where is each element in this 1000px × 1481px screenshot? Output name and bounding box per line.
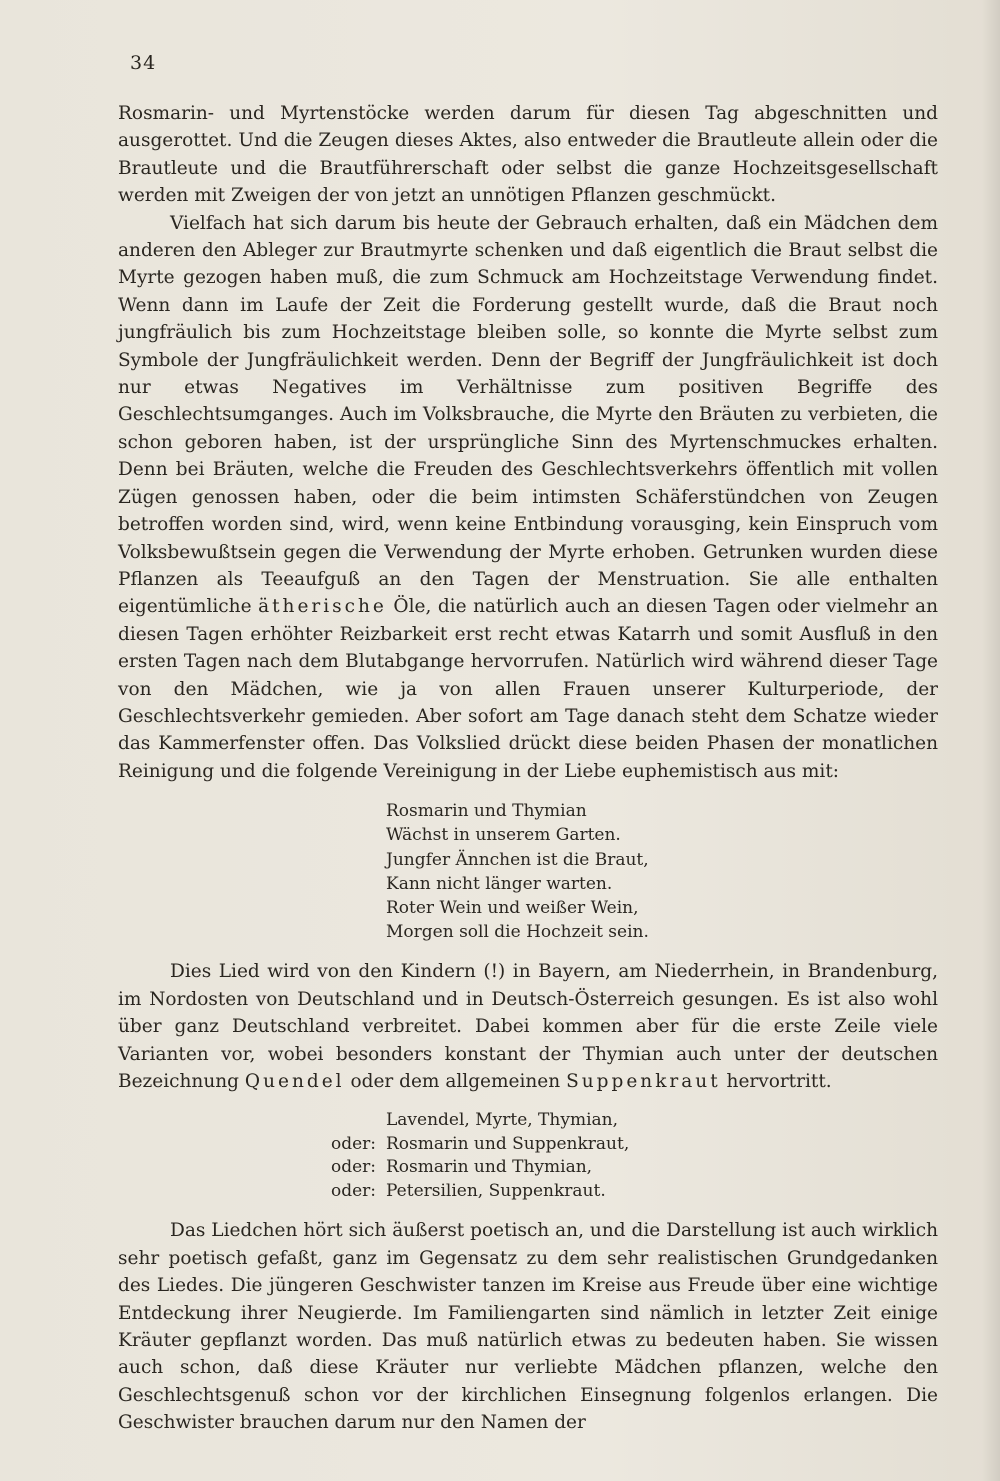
variants-block — [318, 1109, 938, 1203]
paragraph-1: Rosmarin- und Myrtenstöcke werden darum für diesen Tag abgeschnitten und ausgerottet. Und die Zeugen dieses Aktes, also entweder die Brautleute allein oder die Brautleute und die Brautführerschaft oder selbst die ganze Hochzeitsgesellschaft werden mit Zweigen der von jetzt an unnötigen Pflanzen geschmückt. — [118, 103, 938, 207]
verse-block — [386, 799, 938, 944]
paragraph-3-part-1: Dies Lied wird von den Kindern (!) in Bayern, am Niederrhein, in Brandenburg, im Nordosten von Deutschland und in Deutsch-Österreich gesungen. Es ist also wohl über ganz Deutschland verbreitet. Dabei kommen aber für die erste Zeile viele Varianten vor, wobei besonders konstant der Thymian auch unter der deutschen Bezeichnung — [118, 961, 938, 1092]
page-number: 34 — [130, 52, 157, 74]
paragraph-3-part-3: hervortritt. — [726, 1071, 832, 1092]
page-edge-shadow — [982, 0, 1000, 1481]
variant-text: Rosmarin und Thymian, — [386, 1157, 593, 1178]
variant-row — [318, 1133, 938, 1157]
verse-line: Roter Wein und weißer Wein, — [386, 897, 639, 918]
paragraph-3 — [118, 958, 938, 1095]
variant-row — [318, 1156, 938, 1180]
verse-line: Wächst in unserem Garten. — [386, 825, 621, 846]
variant-lead: oder: — [330, 1180, 376, 1201]
verse-line: Rosmarin und Thymian — [386, 801, 587, 822]
spaced-term-quendel: Quendel — [244, 1071, 345, 1092]
spaced-term-aetherische: ätherische — [258, 596, 387, 618]
body-text — [118, 100, 938, 1437]
paragraph-2 — [118, 210, 938, 786]
verse-line: Kann nicht länger warten. — [386, 873, 613, 894]
variant-row — [318, 1109, 938, 1133]
variant-text: Rosmarin und Suppenkraut, — [386, 1133, 630, 1154]
verse-line: Jungfer Ännchen ist die Braut, — [386, 849, 649, 870]
variant-text: Petersilien, Suppenkraut. — [386, 1180, 606, 1201]
variant-row — [318, 1180, 938, 1204]
paragraph-4: Das Liedchen hört sich äußerst poetisch an, und die Darstellung ist auch wirklich sehr poetisch gefaßt, ganz im Gegensatz zu dem sehr realistischen Grundgedanken des Liedes. Die jüngeren Geschwister tanzen im Kreise aus Freude über eine wichtige Entdeckung ihrer Neugierde. Im Familiengarten sind nämlich in letzter Zeit einige Kräuter gepflanzt worden. Das muß natürlich etwas zu bedeuten haben. Sie wissen auch schon, daß diese Kräuter nur verliebte Mädchen pflanzen, welche den Geschlechtsgenuß schon vor der kirchlichen Einsegnung folgenlos erlangen. Die Geschwister brauchen darum nur den Namen der — [118, 1220, 938, 1434]
paragraph-2-part-2: Öle, die natürlich auch an diesen Tagen oder vielmehr an diesen Tagen erhöhter Reizbarkeit erst recht etwas Katarrh und somit Ausfluß in den ersten Tagen nach dem Blutabgange hervorrufen. Natürlich wird während dieser Tage von den Mädchen, wie ja von allen Frauen unserer Kulturperiode, der Geschlechtsverkehr gemieden. Aber sofort am Tage danach steht dem Schatze wieder das Kammerfenster offen. Das Volkslied drückt diese beiden Phasen der monatlichen Reinigung und die folgende Vereinigung in der Liebe euphemistisch aus mit: — [118, 596, 939, 782]
spaced-term-suppenkraut: Suppenkraut — [566, 1071, 721, 1092]
verse-line: Morgen soll die Hochzeit sein. — [386, 922, 649, 943]
variant-text: Lavendel, Myrte, Thymian, — [386, 1110, 618, 1131]
variant-lead: oder: — [330, 1157, 376, 1178]
variant-lead — [318, 1109, 386, 1133]
paragraph-2-part-1: Vielfach hat sich darum bis heute der Gebrauch erhalten, daß ein Mädchen dem anderen den Ableger zur Brautmyrte schenken und daß eigentlich die Braut selbst die Myrte gezogen haben muß, die zum Schmuck am Hochzeitstage Verwendung findet. Wenn dann im Laufe der Zeit die Forderung gestellt wurde, daß die Braut noch jungfräulich bis zum Hochzeitstage bleiben solle, so konnte die Myrte selbst zum Symbole der Jungfräulichkeit werden. Denn der Begriff der Jungfräulichkeit ist doch nur etwas Negatives im Verhältnisse zum positiven Begriffe des Geschlechtsumganges. Auch im Volksbrauche, die Myrte den Bräuten zu verbieten, die schon geboren haben, ist der ursprüngliche Sinn des Myrtenschmuckes erhalten. Denn bei Bräuten, welche die Freuden des Geschlechtsverkehrs öffentlich mit vollen Zügen genossen haben, oder die beim intimsten Schäferstündchen von Zeugen betroffen worden sind, wird, wenn keine Entbindung vorausging, kein Einspruch vom Volksbewußtsein gegen die Verwendung der Myrte erhoben. Getrunken wurden diese Pflanzen als Teeaufguß an den Tagen der Menstruation. Sie alle enthalten eigentümliche — [118, 212, 938, 618]
variant-lead: oder: — [330, 1133, 376, 1154]
paragraph-3-part-2: oder dem allgemeinen — [350, 1071, 561, 1092]
